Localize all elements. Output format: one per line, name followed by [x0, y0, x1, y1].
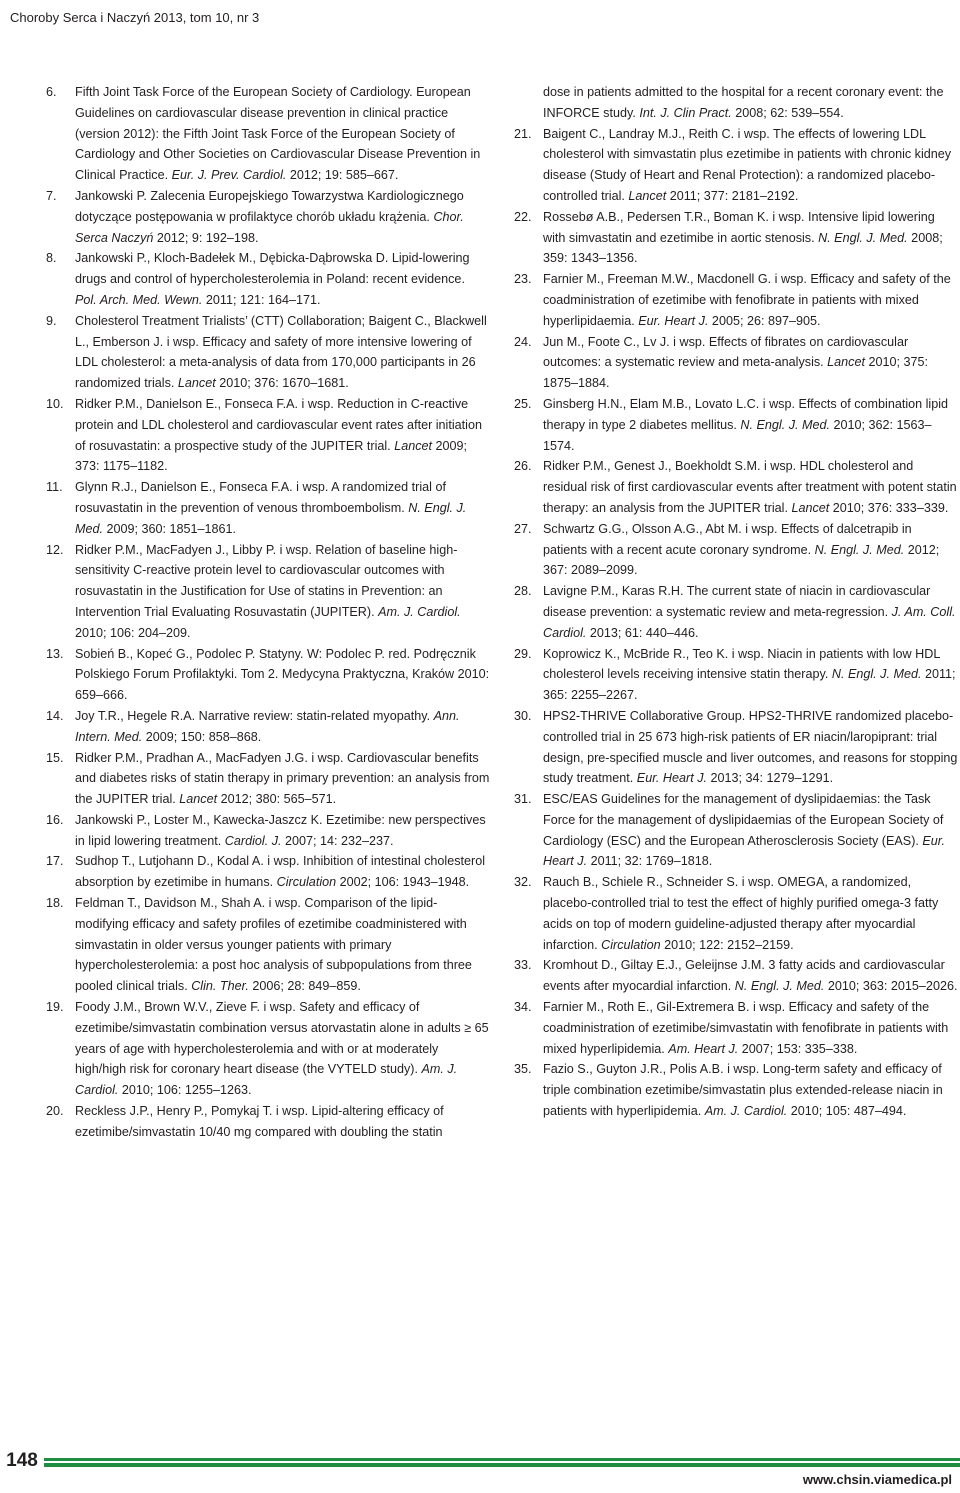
reference-number: 26. — [514, 459, 532, 474]
reference-text-part: Foody J.M., Brown W.V., Zieve F. i wsp. Safety and efficacy of ezetimibe/simvastatin combination versus atorvastatin alone in adults ≥ 65 years of age with hypercholesterolemia and with or at moderately high/high risk for coronary heart disease (the VYTELD study). — [75, 1000, 489, 1077]
reference-text — [75, 706, 490, 748]
reference-text-part: Schwartz G.G., Olsson A.G., Abt M. i wsp. Effects of dalcetrapib in patients with a recent acute coronary syndrome. — [543, 521, 912, 557]
reference-item — [46, 997, 490, 1101]
reference-text-part: 2013; 61: 440–446. — [586, 625, 699, 640]
journal-name: N. Engl. J. Med. — [831, 667, 922, 682]
reference-text-part: Fazio S., Guyton J.R., Polis A.B. i wsp. Long-term safety and efficacy of triple combination ezetimibe/simvastatin plus extended-release niacin in patients with hyperlipidemia. — [543, 1062, 943, 1119]
reference-text-part: 2010; 362: 1563–1574. — [543, 417, 932, 453]
reference-text-part: 2013; 34: 1279–1291. — [707, 771, 834, 786]
reference-text — [75, 186, 490, 248]
reference-number: 8. — [46, 251, 57, 266]
reference-text-part: Ridker P.M., Danielson E., Fonseca F.A. i wsp. Reduction in C-reactive protein and LDL cholesterol and cardiovascular event rates after initiation of rosuvastatin: a prospective study of the JUPITER trial. — [75, 396, 482, 453]
reference-text-part: Feldman T., Davidson M., Shah A. i wsp. Comparison of the lipid-modifying efficacy and safety profiles of ezetimibe coadministered with simvastatin in older versus younger patients with primary hypercholesterolemia: a post hoc analysis of subpopulations from three pooled clinical trials. — [75, 896, 472, 994]
reference-list-right — [514, 82, 958, 1122]
journal-name: Eur. Heart J. — [543, 833, 946, 869]
reference-text-part: Jun M., Foote C., Lv J. i wsp. Effects of fibrates on cardiovascular outcomes: a systematic review and meta-analysis. — [543, 334, 909, 370]
reference-text-part: Joy T.R., Hegele R.A. Narrative review: statin-related myopathy. — [75, 708, 434, 723]
reference-item — [46, 644, 490, 706]
reference-text-part: Rauch B., Schiele R., Schneider S. i wsp. OMEGA, a randomized, placebo-controlled trial to test the effect of highly purified omega-3 fatty acids on top of modern guideline-adjusted therapy after myocardial infarction. — [543, 875, 939, 952]
reference-text-part: Farnier M., Roth E., Gil-Extremera B. i wsp. Efficacy and safety of the coadministration of ezetimibe/simvastatin with fenofibrate in patients with mixed hyperlipidemia. — [543, 1000, 949, 1056]
reference-number: 29. — [514, 646, 532, 661]
reference-text-part: 2012; 380: 565–571. — [217, 792, 337, 807]
journal-name: Eur. Heart J. — [636, 771, 708, 786]
reference-item — [46, 248, 490, 310]
reference-text-part: 2007; 14: 232–237. — [281, 833, 394, 848]
reference-text — [543, 456, 958, 518]
journal-name: Am. J. Cardiol. — [378, 604, 461, 619]
reference-text-part: 2011; 377: 2181–2192. — [666, 188, 799, 203]
reference-text-part: 2002; 106: 1943–1948. — [336, 875, 470, 890]
journal-name: Am. Heart J. — [668, 1041, 739, 1056]
running-header: Choroby Serca i Naczyń 2013, tom 10, nr 3 — [10, 10, 260, 25]
reference-text-part: Sobień B., Kopeć G., Podolec P. Statyny. W: Podolec P. red. Podręcznik Polskiego Forum Profilaktyki. Tom 2. Medycyna Praktyczna, Kraków 2010: 659–666. — [75, 646, 490, 703]
reference-text-part: Farnier M., Freeman M.W., Macdonell G. i wsp. Efficacy and safety of the coadministration of ezetimibe with fenofibrate in patients with mixed hyperlipidaemia. — [543, 272, 951, 328]
reference-text-part: 2005; 26: 897–905. — [708, 313, 821, 328]
journal-name: Chor. Serca Naczyń — [75, 209, 464, 245]
reference-text-part: Ridker P.M., MacFadyen J., Libby P. i wsp. Relation of baseline high-sensitivity C-reactive protein level to cardiovascular outcomes with rosuvastatin in the Justification for Use of statins in Prevention: an Intervention Trial Evaluating Rosuvastatin (JUPITER). — [75, 542, 458, 619]
journal-name: N. Engl. J. Med. — [814, 542, 905, 557]
reference-text-part: 2010; 105: 487–494. — [787, 1104, 907, 1119]
reference-text — [75, 893, 490, 997]
reference-number: 17. — [46, 854, 64, 869]
reference-number: 16. — [46, 812, 64, 827]
page-number-box — [0, 1439, 44, 1483]
reference-text-part: Jankowski P., Loster M., Kawecka-Jaszcz K. Ezetimibe: new perspectives in lipid lowering treatment. — [75, 812, 486, 848]
reference-text-part: 2012; 9: 192–198. — [153, 230, 259, 245]
reference-item — [514, 644, 958, 706]
reference-text-part: 2010; 363: 2015–2026. — [824, 979, 958, 994]
reference-number: 34. — [514, 1000, 532, 1015]
reference-text-part: dose in patients admitted to the hospital for a recent coronary event: the INFORCE study. — [543, 85, 944, 120]
reference-text — [543, 269, 958, 331]
reference-text-part: 2006; 28: 849–859. — [248, 979, 361, 994]
reference-text — [75, 1101, 490, 1143]
reference-number: 18. — [46, 896, 64, 911]
reference-text-part: 2008; 62: 539–554. — [731, 105, 844, 120]
reference-item — [514, 456, 958, 518]
reference-item — [514, 581, 958, 643]
reference-item — [514, 872, 958, 955]
reference-number: 7. — [46, 188, 57, 203]
reference-number: 23. — [514, 272, 532, 287]
journal-name: Eur. Heart J. — [638, 313, 709, 328]
reference-text — [543, 82, 958, 124]
journal-name: N. Engl. J. Med. — [734, 979, 825, 994]
reference-number: 28. — [514, 584, 532, 599]
reference-item — [514, 332, 958, 394]
reference-text-part: Reckless J.P., Henry P., Pomykaj T. i wsp. Lipid-altering efficacy of ezetimibe/simvastatin 10/40 mg compared with doubling the statin — [75, 1104, 444, 1139]
reference-item — [514, 82, 958, 124]
reference-number: 35. — [514, 1062, 532, 1077]
reference-text-part: Ginsberg H.N., Elam M.B., Lovato L.C. i wsp. Effects of combination lipid therapy in type 2 diabetes mellitus. — [543, 396, 949, 432]
reference-list-left — [46, 82, 490, 1143]
reference-text — [543, 706, 958, 789]
reference-item — [514, 1059, 958, 1121]
reference-text — [75, 540, 490, 644]
reference-item — [514, 519, 958, 581]
reference-text — [75, 248, 490, 310]
reference-item — [514, 394, 958, 456]
reference-number: 27. — [514, 521, 532, 536]
reference-text — [543, 394, 958, 456]
reference-item — [514, 207, 958, 269]
reference-item — [46, 477, 490, 539]
reference-text-part: 2011; 121: 164–171. — [202, 292, 321, 307]
reference-number: 19. — [46, 1000, 64, 1015]
reference-text-part: Rossebø A.B., Pedersen T.R., Boman K. i wsp. Intensive lipid lowering with simvastatin and ezetimibe in aortic stenosis. — [543, 209, 935, 245]
reference-text-part: 2012; 367: 2089–2099. — [543, 542, 940, 578]
reference-text-part: 2010; 106: 1255–1263. — [118, 1083, 252, 1098]
reference-item — [514, 997, 958, 1059]
journal-name: Clin. Ther. — [191, 979, 249, 994]
reference-number: 31. — [514, 792, 532, 807]
reference-text-part: Koprowicz K., McBride R., Teo K. i wsp. Niacin in patients with low HDL cholesterol levels receiving intensive statin therapy. — [543, 646, 940, 682]
reference-item — [46, 810, 490, 852]
reference-text-part: 2012; 19: 585–667. — [286, 168, 399, 183]
reference-text-part: Ridker P.M., Pradhan A., MacFadyen J.G. i wsp. Cardiovascular benefits and diabetes risks of statin therapy in primary prevention: an analysis from the JUPITER trial. — [75, 750, 490, 807]
reference-item — [46, 540, 490, 644]
reference-number: 12. — [46, 542, 64, 557]
reference-item — [514, 955, 958, 997]
reference-text — [543, 789, 958, 872]
reference-text — [543, 207, 958, 269]
reference-number: 20. — [46, 1104, 64, 1119]
reference-text-part: Kromhout D., Giltay E.J., Geleijnse J.M. 3 fatty acids and cardiovascular events after myocardial infarction. — [543, 958, 945, 994]
reference-number: 15. — [46, 750, 64, 765]
journal-name: Ann. Intern. Med. — [75, 708, 460, 744]
journal-name: Lancet — [394, 438, 432, 453]
page-number: 148 — [6, 1450, 38, 1471]
reference-number: 32. — [514, 875, 532, 890]
reference-number: 14. — [46, 708, 64, 723]
reference-item — [46, 186, 490, 248]
journal-name: Lancet — [628, 188, 667, 203]
reference-text-part: 2010; 106: 204–209. — [75, 625, 191, 640]
reference-text-part: 2009; 373: 1175–1182. — [75, 438, 468, 474]
journal-name: J. Am. Coll. Cardiol. — [543, 604, 956, 640]
reference-text-part: Sudhop T., Lutjohann D., Kodal A. i wsp. Inhibition of intestinal cholesterol absorption by ezetimibe in humans. — [75, 854, 486, 890]
reference-text-part: 2010; 375: 1875–1884. — [543, 355, 929, 391]
reference-text — [75, 810, 490, 852]
reference-item — [514, 706, 958, 789]
reference-number: 11. — [46, 480, 63, 495]
reference-text-part: Ridker P.M., Genest J., Boekholdt S.M. i wsp. HDL cholesterol and residual risk of first cardiovascular events after treatment with potent statin therapy: an analysis from the JUPITER trial. — [543, 459, 957, 515]
reference-text-part: 2009; 150: 858–868. — [142, 729, 262, 744]
reference-text-part: 2009; 360: 1851–1861. — [103, 521, 237, 536]
reference-number: 9. — [46, 313, 57, 328]
journal-name: Cardiol. J. — [224, 833, 282, 848]
journal-name: Lancet — [791, 500, 830, 515]
reference-text-part: 2010; 376: 1670–1681. — [215, 376, 349, 391]
reference-text-part: Fifth Joint Task Force of the European Society of Cardiology. European Guidelines on cardiovascular disease prevention in clinical practice (version 2012): the Fifth Joint Task Force of the European Society of Cardiology and Other Societies on Cardiovascular Disease Prevention in Clinical Practice. — [75, 85, 481, 183]
reference-item — [46, 394, 490, 477]
reference-text — [75, 394, 490, 477]
reference-number: 10. — [46, 396, 64, 411]
reference-text — [75, 748, 490, 810]
reference-number: 13. — [46, 646, 64, 661]
reference-number: 22. — [514, 209, 532, 224]
journal-name: Int. J. Clin Pract. — [639, 105, 732, 120]
journal-name: Eur. J. Prev. Cardiol. — [171, 168, 287, 183]
reference-text-part: HPS2-THRIVE Collaborative Group. HPS2-THRIVE randomized placebo-controlled trial in 25 673 high-risk patients of ER niacin/laropiprant: trial design, pre-specified muscle and liver outcomes, and reasons for stopping study treatment. — [543, 708, 958, 786]
reference-text — [543, 519, 958, 581]
journal-name: Lancet — [179, 792, 218, 807]
reference-item — [46, 82, 490, 186]
reference-item — [46, 706, 490, 748]
reference-text-part: 2008; 359: 1343–1356. — [543, 230, 943, 266]
reference-item — [46, 311, 490, 394]
journal-name: N. Engl. J. Med. — [818, 230, 908, 245]
journal-name: Am. J. Cardiol. — [704, 1104, 788, 1119]
reference-item — [514, 789, 958, 872]
reference-item — [514, 269, 958, 331]
reference-text — [75, 82, 490, 186]
reference-text — [75, 644, 490, 706]
journal-name: N. Engl. J. Med. — [75, 500, 467, 536]
reference-text — [75, 997, 490, 1101]
reference-text-part: ESC/EAS Guidelines for the management of dyslipidaemias: the Task Force for the management of dyslipidaemias of the European Society of Cardiology (ESC) and the European Atherosclerosis Society (EAS). — [543, 792, 944, 848]
reference-number: 25. — [514, 396, 532, 411]
reference-text — [543, 644, 958, 706]
journal-name: Pol. Arch. Med. Wewn. — [75, 292, 203, 307]
reference-text — [543, 955, 958, 997]
reference-number: 24. — [514, 334, 532, 349]
reference-text-part: Jankowski P. Zalecenia Europejskiego Towarzystwa Kardiologicznego dotyczące postępowania w profilaktyce chorób układu krążenia. — [75, 188, 464, 224]
reference-item — [46, 851, 490, 893]
reference-number: 6. — [46, 85, 57, 99]
journal-name: N. Engl. J. Med. — [740, 417, 831, 432]
reference-text-part: Jankowski P., Kloch-Badełek M., Dębicka-Dąbrowska D. Lipid-lowering drugs and control of hypercholesterolemia in Poland: recent evidence. — [75, 251, 470, 287]
reference-text-part: 2011; 32: 1769–1818. — [587, 854, 713, 869]
reference-text-part: Baigent C., Landray M.J., Reith C. i wsp. The effects of lowering LDL cholesterol with simvastatin plus ezetimibe in patients with chronic kidney disease (Study of Heart and Renal Protection): a randomized placebo-controlled trial. — [543, 126, 952, 203]
reference-text-part: 2010; 376: 333–339. — [829, 500, 949, 515]
reference-text-part: 2010; 122: 2152–2159. — [660, 937, 794, 952]
reference-text-part: 2007; 153: 335–338. — [738, 1041, 858, 1056]
journal-name: Circulation — [276, 875, 337, 890]
reference-text — [543, 581, 958, 643]
reference-text — [543, 1059, 958, 1121]
journal-name: Am. J. Cardiol. — [75, 1062, 458, 1098]
reference-text — [75, 477, 490, 539]
journal-name: Lancet — [177, 376, 216, 391]
reference-number: 33. — [514, 958, 532, 973]
reference-text — [543, 332, 958, 394]
reference-item — [514, 124, 958, 207]
reference-item — [46, 1101, 490, 1143]
reference-text-part: Lavigne P.M., Karas R.H. The current state of niacin in cardiovascular disease prevention: a systematic review and meta-regression. — [543, 584, 931, 619]
reference-number: 21. — [514, 126, 532, 141]
reference-text-part: 2011; 365: 2255–2267. — [543, 667, 956, 703]
reference-text-part: Cholesterol Treatment Trialists’ (CTT) Collaboration; Baigent C., Blackwell L., Emberson J. i wsp. Efficacy and safety of more intensive lowering of LDL cholesterol: a meta-analysis of data from 170,000 participants in 26 randomized trials. — [75, 313, 487, 391]
reference-text — [543, 872, 958, 955]
reference-text — [543, 124, 958, 207]
journal-name: Lancet — [827, 355, 865, 370]
reference-text — [75, 851, 490, 893]
footer-bar — [44, 1458, 960, 1467]
reference-item — [46, 748, 490, 810]
reference-text-part: Glynn R.J., Danielson E., Fonseca F.A. i wsp. A randomized trial of rosuvastatin in the prevention of venous thromboembolism. — [75, 480, 446, 515]
footer-url: www.chsin.viamedica.pl — [802, 1472, 952, 1487]
reference-number: 30. — [514, 708, 532, 723]
reference-text — [75, 311, 490, 394]
reference-text — [543, 997, 958, 1059]
journal-name: Circulation — [601, 937, 661, 952]
reference-item — [46, 893, 490, 997]
